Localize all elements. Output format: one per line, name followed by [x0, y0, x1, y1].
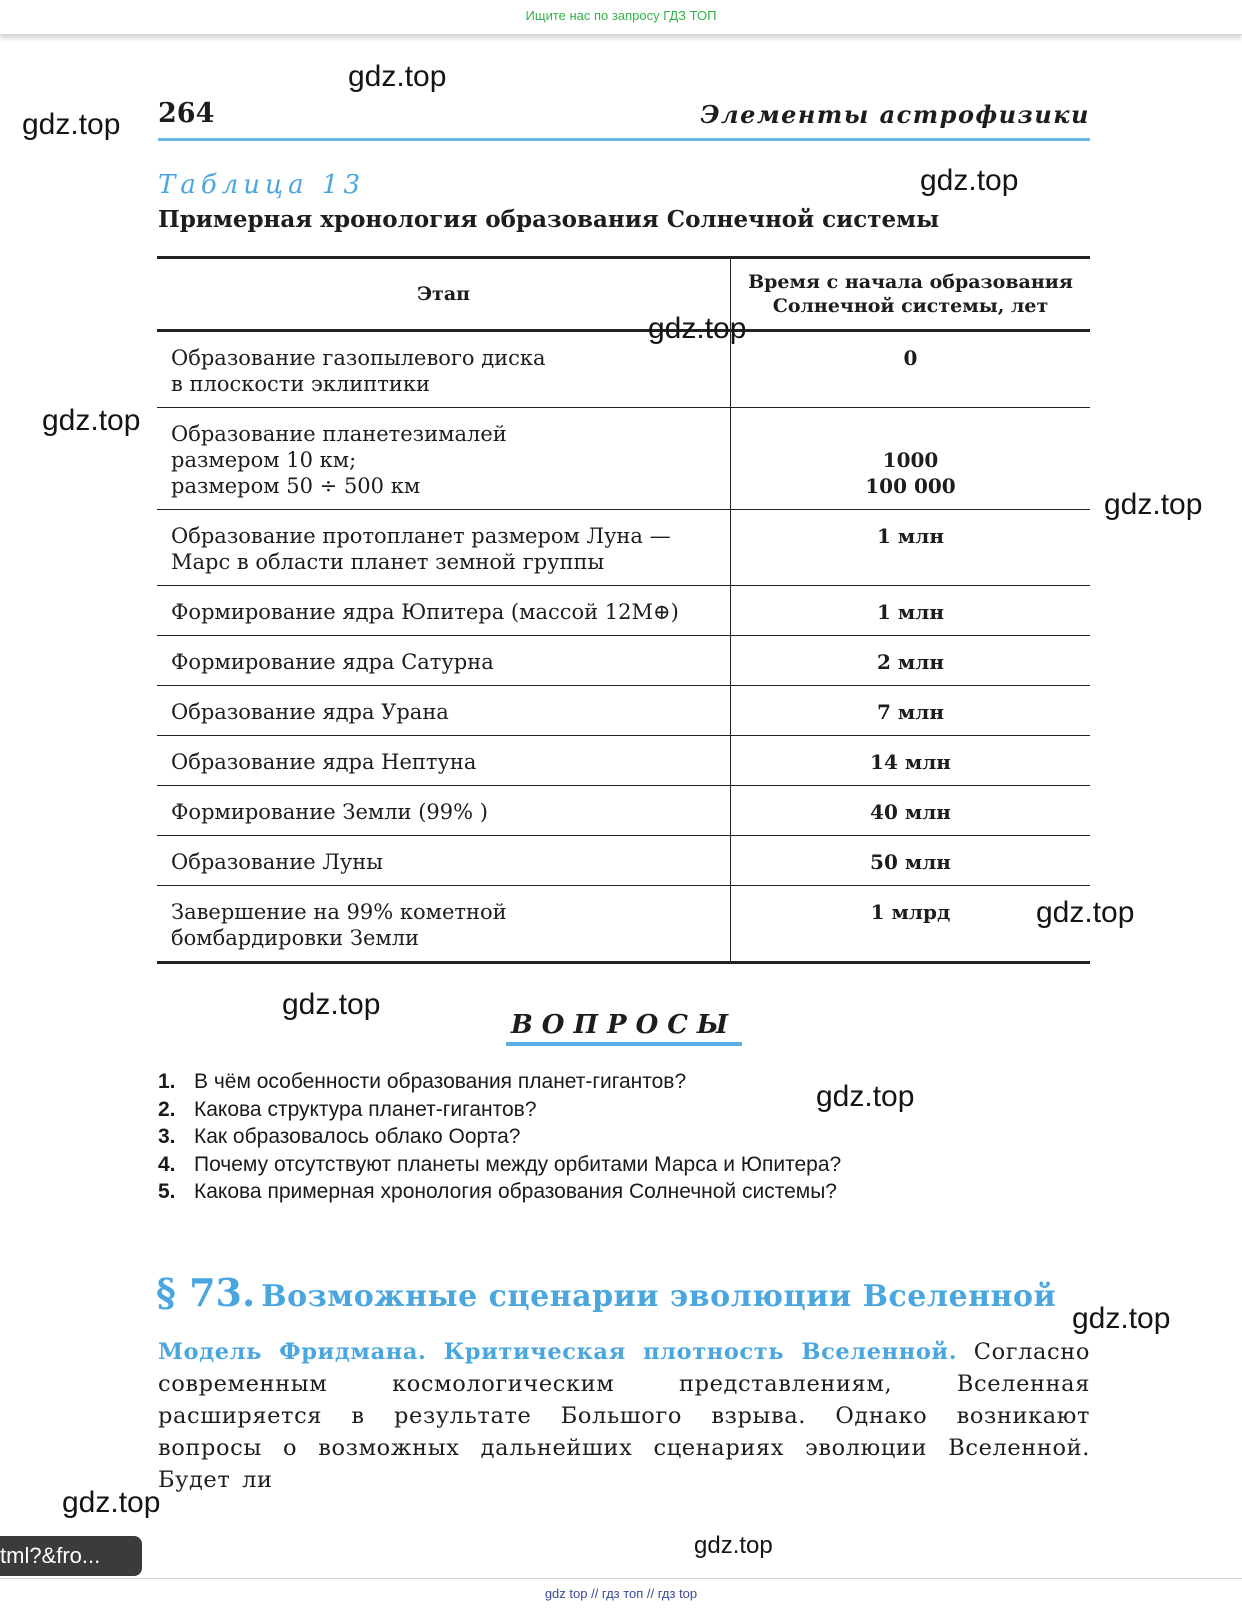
watermark: gdz.top — [1072, 1302, 1171, 1335]
stage-cell: Образование газопылевого диска в плоскости эклиптики — [157, 331, 731, 408]
table-row — [157, 331, 1090, 408]
time-cell: 7 млн — [731, 686, 1091, 736]
stage-cell: Образование протопланет размером Луна — Марс в области планет земной группы — [157, 510, 731, 586]
section-heading: Возможные сценарии эволюции Вселенной — [261, 1279, 1057, 1314]
watermark: gdz.top — [1036, 896, 1135, 929]
stage-cell: Формирование Земли (99% ) — [157, 786, 731, 836]
top-banner — [0, 0, 1242, 35]
watermark: gdz.top — [62, 1486, 161, 1519]
stage-cell: Образование планетезималей размером 10 км; размером 50 ÷ 500 км — [157, 408, 731, 510]
question-text: Как образовалось облако Оорта? — [194, 1125, 521, 1148]
watermark: gdz.top — [694, 1532, 773, 1559]
watermark: gdz.top — [920, 164, 1019, 197]
time-cell: 1000 100 000 — [731, 408, 1091, 510]
watermark: gdz.top — [648, 312, 747, 345]
stage-cell: Формирование ядра Сатурна — [157, 636, 731, 686]
chapter-title: Элементы астрофизики — [700, 100, 1090, 129]
column-header-time-text: Время с начала образования Солнечной системы, лет — [748, 271, 1073, 317]
column-header-stage: Этап — [157, 258, 731, 331]
list-item — [158, 1096, 1058, 1124]
watermark: gdz.top — [42, 404, 141, 437]
table-row — [157, 836, 1090, 886]
time-cell: 1 млрд — [731, 886, 1091, 963]
question-text: Какова структура планет-гигантов? — [194, 1097, 537, 1121]
question-number: 1. — [158, 1070, 176, 1093]
banner-text[interactable]: Ищите нас по запросу ГДЗ ТОП — [525, 8, 717, 23]
footer — [0, 1578, 1242, 1611]
stage-cell: Образование ядра Нептуна — [157, 736, 731, 786]
question-text: Почему отсутствуют планеты между орбитами Марса и Юпитера? — [194, 1152, 842, 1176]
running-head — [158, 96, 1090, 141]
list-item — [158, 1178, 1058, 1206]
table-row — [157, 586, 1090, 636]
stage-cell: Образование ядра Урана — [157, 686, 731, 736]
stage-cell: Формирование ядра Юпитера (массой 12M⊕) — [157, 586, 731, 636]
watermark: gdz.top — [1104, 488, 1203, 521]
time-cell: 0 — [903, 346, 918, 370]
watermark: gdz.top — [348, 60, 447, 93]
column-header-time — [731, 258, 1091, 331]
question-number: 2. — [158, 1097, 176, 1121]
question-text: Какова примерная хронология образования Солнечной системы? — [194, 1180, 837, 1203]
list-item — [158, 1123, 1058, 1151]
questions-list — [158, 1068, 1058, 1206]
watermark: gdz.top — [282, 988, 381, 1021]
table-row — [157, 736, 1090, 786]
time-cell: 50 млн — [731, 836, 1091, 886]
time-cell: 1 млн — [731, 586, 1091, 636]
chronology-table — [157, 256, 1090, 964]
question-text: В чём особенности образования планет-гигантов? — [194, 1070, 687, 1093]
url-chip[interactable]: tml?&fro... — [0, 1536, 142, 1576]
table-row — [157, 510, 1090, 586]
question-number: 3. — [158, 1125, 176, 1148]
table-row — [157, 786, 1090, 836]
section-lead-in: Модель Фридмана. Критическая плотность Вселенной. — [158, 1339, 958, 1365]
time-cell: 2 млн — [731, 636, 1091, 686]
watermark: gdz.top — [816, 1080, 915, 1113]
section-paragraph: Согласно современным космологическим представлениям, Вселенная расширяется в результате Большого взрыва. Однако возникают вопросы о возможных дальнейших сценариях эволюции Вселенной. Будет ли — [158, 1339, 1090, 1493]
section-number: § 73. — [156, 1270, 256, 1315]
table-row — [157, 636, 1090, 686]
time-cell: 1 млн — [731, 510, 1091, 586]
time-cell: 14 млн — [731, 736, 1091, 786]
stage-cell: Завершение на 99% кометной бомбардировки Земли — [157, 886, 731, 963]
watermark: gdz.top — [22, 108, 121, 141]
section-title — [156, 1270, 1056, 1315]
page-number: 264 — [158, 98, 215, 129]
question-number: 4. — [158, 1152, 176, 1176]
time-cell: 40 млн — [731, 786, 1091, 836]
questions-heading: ВОПРОСЫ — [506, 1010, 742, 1046]
table-row — [157, 886, 1090, 963]
stage-cell: Образование Луны — [157, 836, 731, 886]
table-row — [157, 686, 1090, 736]
table-row — [157, 408, 1090, 510]
question-number: 5. — [158, 1180, 176, 1203]
list-item — [158, 1068, 1058, 1096]
section-body — [158, 1336, 1090, 1496]
table-label: Таблица 13 — [158, 170, 366, 200]
table-title: Примерная хронология образования Солнечной системы — [158, 206, 940, 233]
footer-text[interactable]: gdz top // гдз топ // гдз top — [544, 1586, 698, 1601]
list-item — [158, 1151, 1058, 1179]
